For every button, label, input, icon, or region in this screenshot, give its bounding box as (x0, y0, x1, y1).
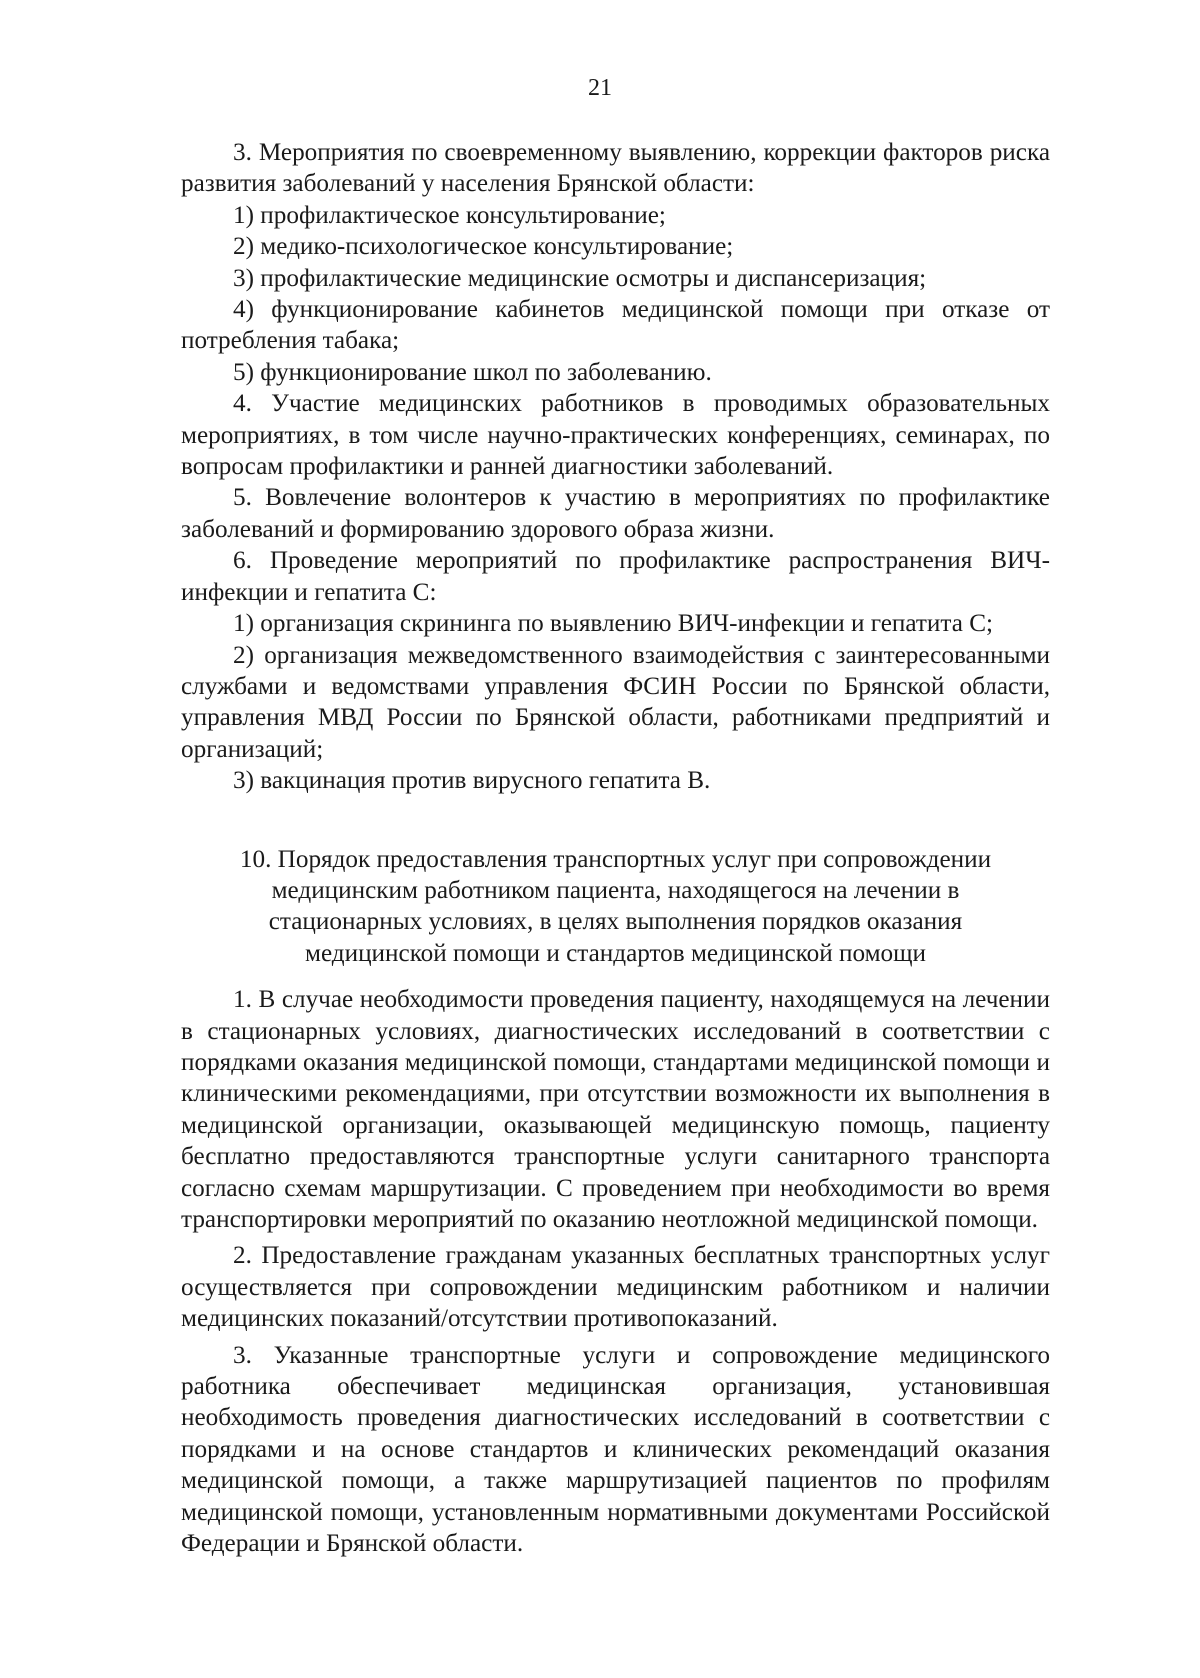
page-number: 21 (588, 75, 612, 101)
paragraph-6-item-2: 2) организация межведомственного взаимодействия с заинтересованными службами и ведомствами управления ФСИН России по Брянской области, управления МВД России по Брянской области, работниками предприятий и организаций; (181, 641, 1050, 763)
paragraph-3-item-5: 5) функционирование школ по заболеванию. (233, 358, 712, 386)
document-body (181, 137, 1050, 1559)
section-prev-continuation (181, 137, 1050, 797)
paragraph-3-item-3: 3) профилактические медицинские осмотры и диспансеризация; (233, 264, 927, 292)
section-10-body (181, 984, 1050, 1559)
paragraph-3-title: 3. Мероприятия по своевременному выявлению, коррекции факторов риска развития заболеваний у населения Брянской области: (181, 139, 1050, 198)
paragraph-4: 4. Участие медицинских работников в проводимых образовательных мероприятиях, в том числе научно-практических конференциях, семинарах, по вопросам профилактики и ранней диагностики заболеваний. (181, 390, 1050, 481)
section-10-paragraph-3: 3. Указанные транспортные услуги и сопровождение медицинского работника обеспечивает медицинская организация, установившая необходимость проведения диагностических исследований в соответствии с порядками и на основе стандартов и клинических рекомендаций оказания медицинской помощи, а также маршрутизацией пациентов по профилям медицинской помощи, установленным нормативными документами Российской Федерации и Брянской области. (181, 1341, 1050, 1558)
paragraph-5: 5. Вовлечение волонтеров к участию в мероприятиях по профилактике заболеваний и формированию здорового образа жизни. (181, 484, 1050, 543)
paragraph-3-item-4: 4) функционирование кабинетов медицинской помощи при отказе от потребления табака; (181, 296, 1050, 355)
paragraph-3-item-1: 1) профилактическое консультирование; (233, 201, 666, 229)
paragraph-3-item-2: 2) медико-психологическое консультирование; (233, 233, 734, 261)
paragraph-6-title: 6. Проведение мероприятий по профилактике распространения ВИЧ-инфекции и гепатита С: (181, 547, 1050, 606)
section-10-heading: 10. Порядок предоставления транспортных услуг при сопровождении медицинским работником пациента, находящегося на лечении в стационарных условиях, в целях выполнения порядков оказания медицинской помощи и стандартов медицинской помощи (239, 845, 992, 967)
paragraph-6-item-3: 3) вакцинация против вирусного гепатита В. (233, 767, 711, 795)
section-10-paragraph-1: 1. В случае необходимости проведения пациенту, находящемуся на лечении в стационарных условиях, диагностических исследований в соответствии с порядками оказания медицинской помощи, стандартами медицинской помощи и клиническими рекомендациями, при отсутствии возможности их выполнения в медицинской организации, оказывающей медицинскую помощь, пациенту бесплатно предоставляются транспортные услуги санитарного транспорта согласно схемам маршрутизации. С проведением при необходимости во время транспортировки мероприятий по оказанию неотложной медицинской помощи. (181, 986, 1050, 1233)
paragraph-6-item-1: 1) организация скрининга по выявлению ВИЧ-инфекции и гепатита С; (233, 610, 994, 638)
section-10-paragraph-2: 2. Предоставление гражданам указанных бесплатных транспортных услуг осуществляется при сопровождении медицинским работником и наличии медицинских показаний/отсутствии противопоказаний. (181, 1242, 1050, 1333)
